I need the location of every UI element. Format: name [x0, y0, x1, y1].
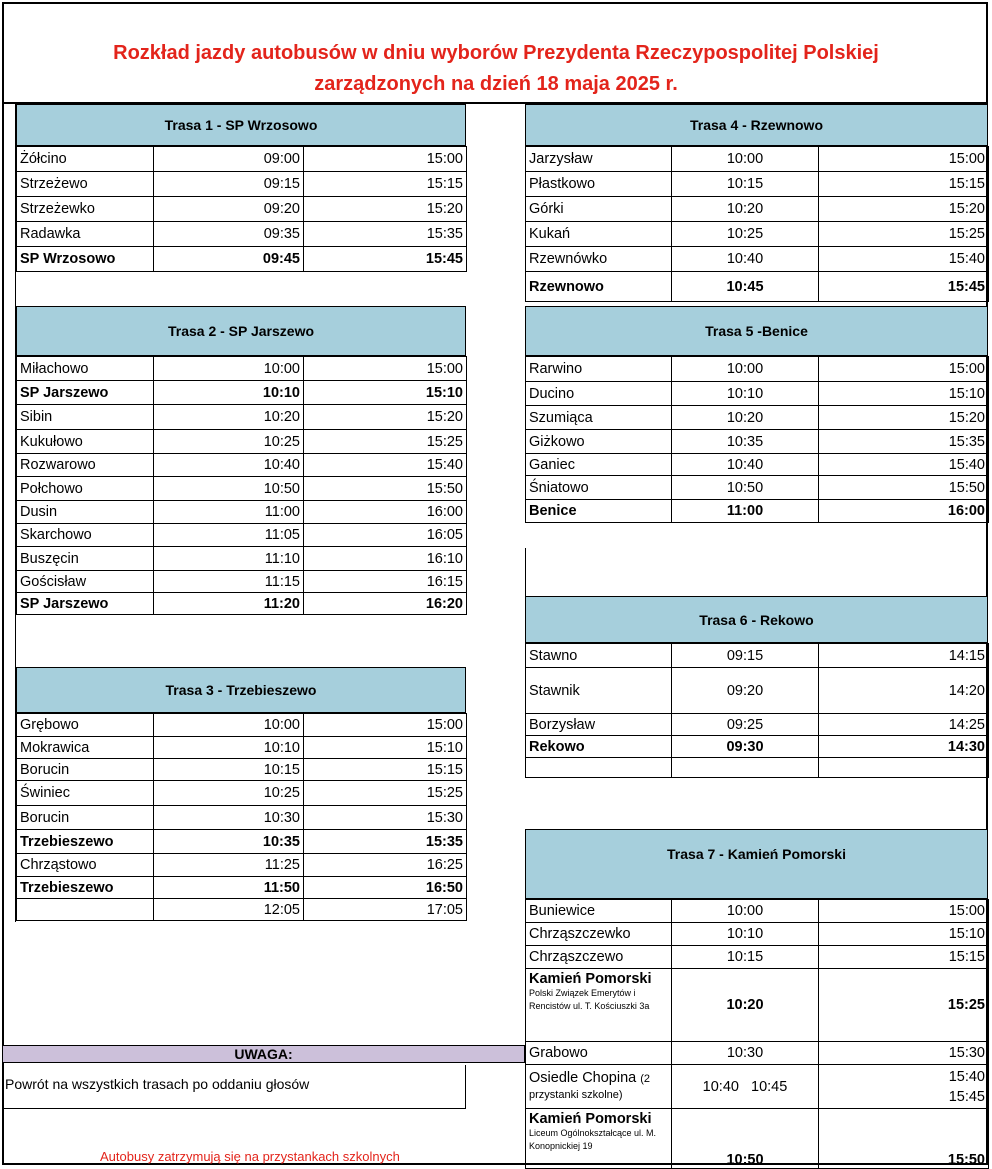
time-morning: 09:35 — [154, 222, 304, 247]
time-morning: 11:10 — [154, 547, 304, 571]
table-row — [526, 1109, 989, 1169]
stop-name: Kamień Pomorski — [529, 971, 652, 987]
stop-name — [17, 899, 154, 921]
stop-name: Górki — [526, 197, 672, 222]
stop-name: Jarzysław — [526, 147, 672, 172]
table-row — [17, 899, 467, 921]
route-1-table — [16, 146, 467, 272]
stop-name: Grabowo — [526, 1042, 672, 1065]
table-row — [526, 247, 989, 272]
table-row — [526, 406, 989, 430]
time-afternoon: 15:15 — [819, 172, 989, 197]
time-afternoon: 15:40 — [304, 454, 467, 477]
time-morning: 11:00 — [154, 501, 304, 524]
time-morning: 10:20 — [672, 197, 819, 222]
stop-name: Strzeżewko — [17, 197, 154, 222]
table-row — [17, 172, 467, 197]
time-morning: 10:15 — [672, 172, 819, 197]
time-morning: 10:25 — [154, 430, 304, 454]
time-afternoon: 15:00 — [304, 714, 467, 737]
time-afternoon: 15:35 — [819, 430, 989, 454]
time-morning: 10:15 — [672, 946, 819, 969]
time-afternoon: 14:25 — [819, 714, 989, 736]
time-morning: 09:15 — [154, 172, 304, 197]
time-afternoon: 15:00 — [304, 357, 467, 381]
time-morning: 11:20 — [154, 593, 304, 615]
route-4-table — [525, 146, 989, 302]
table-row — [526, 923, 989, 946]
stop-name: Benice — [526, 500, 672, 523]
table-row — [17, 501, 467, 524]
stop-name: SP Wrzosowo — [17, 247, 154, 272]
time-morning: 09:45 — [154, 247, 304, 272]
time-afternoon: 16:00 — [304, 501, 467, 524]
table-row — [526, 946, 989, 969]
table-row — [17, 806, 467, 830]
stop-name: Skarchowo — [17, 524, 154, 547]
stop-name: Buniewice — [526, 900, 672, 923]
time-morning: 10:40 — [154, 454, 304, 477]
stop-name: Osiedle Chopina — [529, 1069, 637, 1086]
table-row — [17, 381, 467, 405]
time-morning: 10:30 — [672, 1042, 819, 1065]
table-row — [17, 571, 467, 593]
stop-name: SP Jarszewo — [17, 381, 154, 405]
stop-name: Kamień Pomorski — [529, 1111, 652, 1127]
table-row — [526, 668, 989, 714]
route-1-header: Trasa 1 - SP Wrzosowo — [16, 104, 466, 146]
time-morning: 10:35 — [672, 430, 819, 454]
stop-address: Polski Związek Emerytów i Rencistów ul. T. Kościuszki 3a — [529, 988, 650, 1011]
stop-name: Trzebieszewo — [17, 877, 154, 899]
time-afternoon: 14:15 — [819, 644, 989, 668]
table-row — [17, 524, 467, 547]
time-morning: 11:15 — [154, 571, 304, 593]
stop-name: Radawka — [17, 222, 154, 247]
table-row — [17, 593, 467, 615]
time-morning: 10:40 10:45 — [672, 1065, 819, 1109]
stop-name: Stawnik — [526, 668, 672, 714]
table-row — [526, 197, 989, 222]
table-row — [526, 500, 989, 523]
table-row — [526, 476, 989, 500]
table-row — [526, 272, 989, 302]
stop-name: Śniatowo — [526, 476, 672, 500]
time-afternoon: 16:20 — [304, 593, 467, 615]
table-row — [526, 644, 989, 668]
time-morning: 09:25 — [672, 714, 819, 736]
time-afternoon: 15:15 — [819, 946, 989, 969]
time-morning: 12:05 — [154, 899, 304, 921]
table-row — [526, 900, 989, 923]
table-row — [526, 357, 989, 382]
route-7 — [525, 829, 988, 1169]
time-afternoon: 15:25 — [819, 969, 989, 1042]
time-morning: 09:30 — [672, 736, 819, 758]
route-6-table — [525, 643, 989, 778]
stop-name: Rozwarowo — [17, 454, 154, 477]
table-row — [526, 222, 989, 247]
time-afternoon: 15:10 — [819, 382, 989, 406]
time-afternoon: 15:25 — [304, 781, 467, 806]
table-row — [526, 736, 989, 758]
time-morning: 10:20 — [672, 406, 819, 430]
time-afternoon: 15:30 — [819, 1042, 989, 1065]
table-row — [17, 714, 467, 737]
time-morning: 09:15 — [672, 644, 819, 668]
table-row — [526, 382, 989, 406]
title-line-1: Rozkład jazdy autobusów w dniu wyborów Prezydenta Rzeczypospolitej Polskiej — [113, 42, 879, 64]
time-afternoon: 15:10 — [304, 381, 467, 405]
stop-name: Połchowo — [17, 477, 154, 501]
table-row — [526, 172, 989, 197]
table-row — [17, 477, 467, 501]
route-7-header-band — [525, 877, 988, 899]
time-afternoon: 15:15 — [304, 172, 467, 197]
time-morning: 10:00 — [154, 357, 304, 381]
stop-name: Borucin — [17, 759, 154, 781]
stop-name: Borucin — [17, 806, 154, 830]
time-afternoon: 15:20 — [304, 197, 467, 222]
title-line-2: zarządzonych na dzień 18 maja 2025 r. — [314, 73, 678, 95]
stop-name: Rzewnowo — [526, 272, 672, 302]
table-row — [526, 758, 989, 778]
time-afternoon: 15:25 — [304, 430, 467, 454]
stop-name: Chrząszczewo — [526, 946, 672, 969]
stop-name: Sibin — [17, 405, 154, 430]
table-row — [526, 714, 989, 736]
time-afternoon: 16:25 — [304, 854, 467, 877]
stop-name: Kukułowo — [17, 430, 154, 454]
time-afternoon: 16:50 — [304, 877, 467, 899]
stop-name: Świniec — [17, 781, 154, 806]
time-afternoon: 15:30 — [304, 806, 467, 830]
stop-name: Ducino — [526, 382, 672, 406]
route-4-header: Trasa 4 - Rzewnowo — [525, 104, 988, 146]
table-row — [17, 454, 467, 477]
time-morning — [672, 758, 819, 778]
time-morning: 09:00 — [154, 147, 304, 172]
table-row — [17, 547, 467, 571]
page-title — [0, 38, 992, 100]
time-morning: 10:45 — [672, 272, 819, 302]
stop-name: Kukań — [526, 222, 672, 247]
stop-name: SP Jarszewo — [17, 593, 154, 615]
time-afternoon: 15:10 — [304, 737, 467, 759]
time-afternoon: 15:00 — [819, 900, 989, 923]
time-morning: 09:20 — [672, 668, 819, 714]
time-afternoon: 15:20 — [819, 406, 989, 430]
route-5-6-gap-line — [525, 548, 526, 596]
stop-name: Rzewnówko — [526, 247, 672, 272]
table-row — [526, 454, 989, 476]
time-morning: 10:30 — [154, 806, 304, 830]
stop-name: Dusin — [17, 501, 154, 524]
stop-name: Gościsław — [17, 571, 154, 593]
stop-name: Strzeżewo — [17, 172, 154, 197]
time-afternoon: 15:00 — [304, 147, 467, 172]
time-morning: 10:25 — [672, 222, 819, 247]
stop-address: Liceum Ogólnokształcące ul. M. Konopnickiej 19 — [529, 1128, 657, 1151]
time-afternoon: 15:00 — [819, 147, 989, 172]
stop-name: Mokrawica — [17, 737, 154, 759]
time-afternoon: 14:30 — [819, 736, 989, 758]
stop-name: Płastkowo — [526, 172, 672, 197]
table-row — [17, 759, 467, 781]
time-afternoon: 15:50 — [819, 476, 989, 500]
time-afternoon: 15:35 — [304, 830, 467, 854]
note-return: Powrót na wszystkich trasach po oddaniu głosów — [5, 1076, 310, 1092]
table-row — [17, 737, 467, 759]
time-morning: 10:50 — [672, 476, 819, 500]
time-morning: 10:40 — [672, 247, 819, 272]
route-2-table — [16, 356, 467, 615]
time-morning: 11:25 — [154, 854, 304, 877]
note-heading: UWAGA: — [2, 1045, 525, 1063]
stop-name: Trzebieszewo — [17, 830, 154, 854]
time-morning: 10:10 — [672, 923, 819, 946]
time-morning: 10:10 — [672, 382, 819, 406]
route-6-header: Trasa 6 - Rekowo — [525, 596, 988, 643]
time-morning: 10:20 — [154, 405, 304, 430]
time-afternoon: 15:25 — [819, 222, 989, 247]
route-3 — [16, 667, 466, 921]
stop-name: Chrząstowo — [17, 854, 154, 877]
time-afternoon: 16:15 — [304, 571, 467, 593]
table-row — [17, 247, 467, 272]
route-3-header: Trasa 3 - Trzebieszewo — [16, 667, 466, 713]
time-morning: 10:10 — [154, 381, 304, 405]
time-morning: 11:05 — [154, 524, 304, 547]
route-5 — [525, 306, 988, 523]
time-morning: 10:20 — [672, 969, 819, 1042]
stop-name: Ganiec — [526, 454, 672, 476]
stop-name: Szumiąca — [526, 406, 672, 430]
table-row — [526, 969, 989, 1042]
table-row — [17, 781, 467, 806]
table-row — [17, 357, 467, 381]
time-afternoon: 15:00 — [819, 357, 989, 382]
table-row — [17, 222, 467, 247]
time-morning: 10:25 — [154, 781, 304, 806]
stop-name: Giżkowo — [526, 430, 672, 454]
stop-name: Chrząszczewko — [526, 923, 672, 946]
stop-name: Buszęcin — [17, 547, 154, 571]
time-morning: 11:00 — [672, 500, 819, 523]
table-row — [526, 1042, 989, 1065]
time-afternoon: 15:20 — [819, 197, 989, 222]
time-afternoon: 15:35 — [304, 222, 467, 247]
time-afternoon: 15:40 — [819, 247, 989, 272]
stop-name: Miłachowo — [17, 357, 154, 381]
route-2 — [16, 306, 466, 615]
table-row — [17, 147, 467, 172]
stop-name: Żółcino — [17, 147, 154, 172]
table-row — [526, 1065, 989, 1109]
time-afternoon: 15:50 — [819, 1109, 989, 1169]
time-afternoon — [819, 758, 989, 778]
time-morning: 09:20 — [154, 197, 304, 222]
route-3-table — [16, 713, 467, 921]
route-4 — [525, 104, 988, 302]
time-afternoon: 15:15 — [304, 759, 467, 781]
stop-name: Borzysław — [526, 714, 672, 736]
time-afternoon: 17:05 — [304, 899, 467, 921]
time-morning: 10:10 — [154, 737, 304, 759]
time-morning: 10:00 — [672, 147, 819, 172]
time-afternoon: 15:45 — [819, 272, 989, 302]
time-morning: 10:35 — [154, 830, 304, 854]
table-row — [526, 147, 989, 172]
note-school-stops: Autobusy zatrzymują się na przystankach szkolnych — [100, 1149, 400, 1164]
table-row — [17, 405, 467, 430]
time-morning: 10:00 — [672, 357, 819, 382]
stop-name: Rarwino — [526, 357, 672, 382]
time-morning: 11:50 — [154, 877, 304, 899]
table-row — [17, 430, 467, 454]
route-6 — [525, 596, 988, 778]
time-afternoon: 15:40 — [948, 1068, 985, 1085]
stop-name: Stawno — [526, 644, 672, 668]
time-afternoon: 15:45 — [948, 1088, 985, 1105]
time-afternoon: 16:10 — [304, 547, 467, 571]
time-afternoon: 15:50 — [304, 477, 467, 501]
time-morning: 10:50 — [672, 1109, 819, 1169]
stop-name: Rekowo — [526, 736, 672, 758]
stop-note: (2 przystanki szkolne) — [529, 1072, 651, 1101]
time-morning: 10:15 — [154, 759, 304, 781]
route-7-header: Trasa 7 - Kamień Pomorski — [525, 829, 988, 877]
time-morning: 10:40 — [672, 454, 819, 476]
route-5-table — [525, 356, 989, 523]
time-afternoon: 15:40 — [819, 454, 989, 476]
table-row — [17, 854, 467, 877]
time-afternoon: 15:10 — [819, 923, 989, 946]
table-row — [526, 430, 989, 454]
route-1 — [16, 104, 466, 272]
time-afternoon: 15:45 — [304, 247, 467, 272]
table-row — [17, 877, 467, 899]
time-morning: 10:00 — [154, 714, 304, 737]
route-7-table — [525, 899, 989, 1169]
time-afternoon: 15:20 — [304, 405, 467, 430]
time-morning: 10:50 — [154, 477, 304, 501]
route-5-header: Trasa 5 -Benice — [525, 306, 988, 356]
time-afternoon: 16:00 — [819, 500, 989, 523]
time-morning: 10:00 — [672, 900, 819, 923]
time-afternoon: 14:20 — [819, 668, 989, 714]
time-afternoon: 16:05 — [304, 524, 467, 547]
stop-name: Grębowo — [17, 714, 154, 737]
stop-name — [526, 758, 672, 778]
table-row — [17, 830, 467, 854]
route-2-header: Trasa 2 - SP Jarszewo — [16, 306, 466, 356]
table-row — [17, 197, 467, 222]
